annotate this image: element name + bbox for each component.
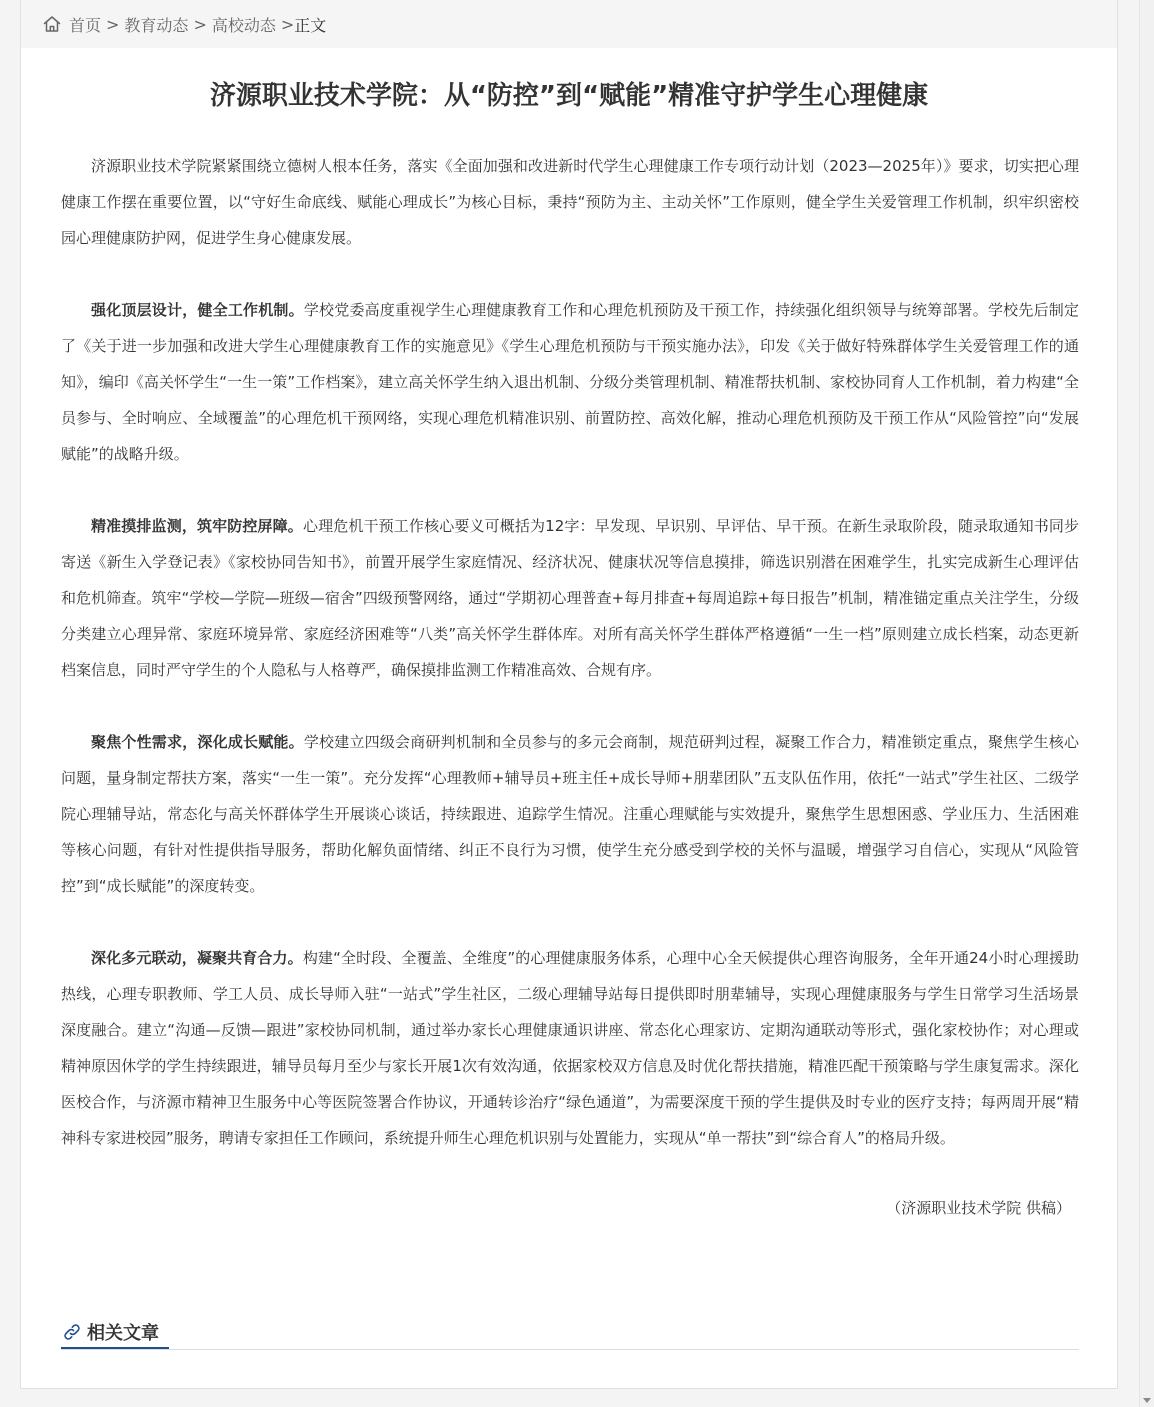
article-page <box>20 0 1118 1389</box>
article-paragraph <box>61 508 1079 688</box>
article-body <box>61 148 1079 1226</box>
breadcrumb-education-news-link[interactable]: 教育动态 <box>124 15 189 35</box>
breadcrumb <box>21 0 1117 48</box>
breadcrumb-separator: > <box>106 14 120 34</box>
article-paragraph <box>61 292 1079 472</box>
breadcrumb-separator: > <box>193 14 207 34</box>
breadcrumb-university-news-link[interactable]: 高校动态 <box>211 15 276 35</box>
home-icon[interactable] <box>42 14 62 34</box>
breadcrumb-home-link[interactable]: 首页 <box>69 15 102 35</box>
article-intro-paragraph: 济源职业技术学院紧紧围绕立德树人根本任务，落实《全面加强和改进新时代学生心理健康工作专项行动计划（2023—2025年）》要求，切实把心理健康工作摆在重要位置，以“守好生命底线、赋能心理成长”为核心目标，秉持“预防为主、主动关怀”工作原则，健全学生关爱管理工作机制，织牢织密校园心理健康防护网，促进学生身心健康发展。 <box>61 157 1079 247</box>
article-source: （济源职业技术学院 供稿） <box>886 1199 1071 1217</box>
paragraph-text: 学校党委高度重视学生心理健康教育工作和心理危机预防及干预工作，持续强化组织领导与统筹部署。学校先后制定了《关于进一步加强和改进大学生心理健康教育工作的实施意见》《学生心理危机预防与干预实施办法》，印发《关于做好特殊群体学生关爱管理工作的通知》，编印《高关怀学生“一生一策”工作档案》，建立高关怀学生纳入退出机制、分级分类管理机制、精准帮扶机制、家校协同育人工作机制，着力构建“全员参与、全时响应、全域覆盖”的心理危机干预网络，实现心理危机精准识别、前置防控、高效化解，推动心理危机预防及干预工作从“风险管控”向“发展赋能”的战略升级。 <box>61 301 1079 463</box>
vertical-scrollbar[interactable] <box>1139 0 1154 1407</box>
article-title: 济源职业技术学院：从“防控”到“赋能”精准守护学生心理健康 <box>209 81 929 111</box>
paragraph-text: 心理危机干预工作核心要义可概括为12字：早发现、早识别、早评估、早干预。在新生录取阶段，随录取通知书同步寄送《新生入学登记表》《家校协同告知书》，前置开展学生家庭情况、经济状况、健康状况等信息摸排，筛选识别潜在困难学生，扎实完成新生心理评估和危机筛查。筑牢“学校—学院—班级—宿舍”四级预警网络，通过“学期初心理普查+每月排查+每周追踪+每日报告”机制，精准锚定重点关注学生，分级分类建立心理异常、家庭环境异常、家庭经济困难等“八类”高关怀学生群体库。对所有高关怀学生群体严格遵循“一生一档”原则建立成长档案，动态更新档案信息，同时严守学生的个人隐私与人格尊严，确保摸排监测工作精准高效、合规有序。 <box>61 517 1079 679</box>
related-articles-label: 相关文章 <box>87 1322 159 1344</box>
related-articles-tab[interactable] <box>61 1316 169 1349</box>
paragraph-heading: 深化多元联动，凝聚共育合力。 <box>91 949 303 967</box>
link-icon <box>61 1321 83 1343</box>
article-paragraph <box>61 724 1079 904</box>
article-paragraph <box>61 940 1079 1156</box>
paragraph-text: 构建“全时段、全覆盖、全维度”的心理健康服务体系，心理中心全天候提供心理咨询服务，全年开通24小时心理援助热线，心理专职教师、学工人员、成长导师入驻“一站式”学生社区，二级心理辅导站每日提供即时朋辈辅导，实现心理健康服务与学生日常学习生活场景深度融合。建立“沟通—反馈—跟进”家校协同机制，通过举办家长心理健康通识讲座、常态化心理家访、定期沟通联动等形式，强化家校协作；对心理或精神原因休学的学生持续跟进，辅导员每月至少与家长开展1次有效沟通，依据家校双方信息及时优化帮扶措施，精准匹配干预策略与学生康复需求。深化医校合作，与济源市精神卫生服务中心等医院签署合作协议，开通转诊治疗“绿色通道”，为需要深度干预的学生提供及时专业的医疗支持；每两周开展“精神科专家进校园”服务，聘请专家担任工作顾问，系统提升师生心理危机识别与处置能力，实现从“单一帮扶”到“综合育人”的格局升级。 <box>61 949 1079 1147</box>
paragraph-heading: 聚焦个性需求，深化成长赋能。 <box>91 733 304 751</box>
paragraph-text: 学校建立四级会商研判机制和全员参与的多元会商制，规范研判过程，凝聚工作合力，精准锁定重点，聚焦学生核心问题，量身制定帮扶方案，落实“一生一策”。充分发挥“心理教师+辅导员+班主任+成长导师+朋辈团队”五支队伍作用，依托“一站式”学生社区、二级学院心理辅导站，常态化与高关怀群体学生开展谈心谈话，持续跟进、追踪学生情况。注重心理赋能与实效提升，聚焦学生思想困惑、学业压力、生活困难等核心问题，有针对性提供指导服务，帮助化解负面情绪、纠正不良行为习惯，使学生充分感受到学校的关怀与温暖，增强学习自信心，实现从“风险管控”到“成长赋能”的深度转变。 <box>61 733 1079 895</box>
paragraph-heading: 精准摸排监测，筑牢防控屏障。 <box>91 517 303 535</box>
related-articles-header <box>61 1316 1079 1350</box>
paragraph-heading: 强化顶层设计，健全工作机制。 <box>91 301 304 319</box>
breadcrumb-separator: > <box>280 14 295 34</box>
scroll-down-arrow-icon[interactable] <box>1143 1398 1151 1403</box>
breadcrumb-current: 正文 <box>294 15 327 35</box>
